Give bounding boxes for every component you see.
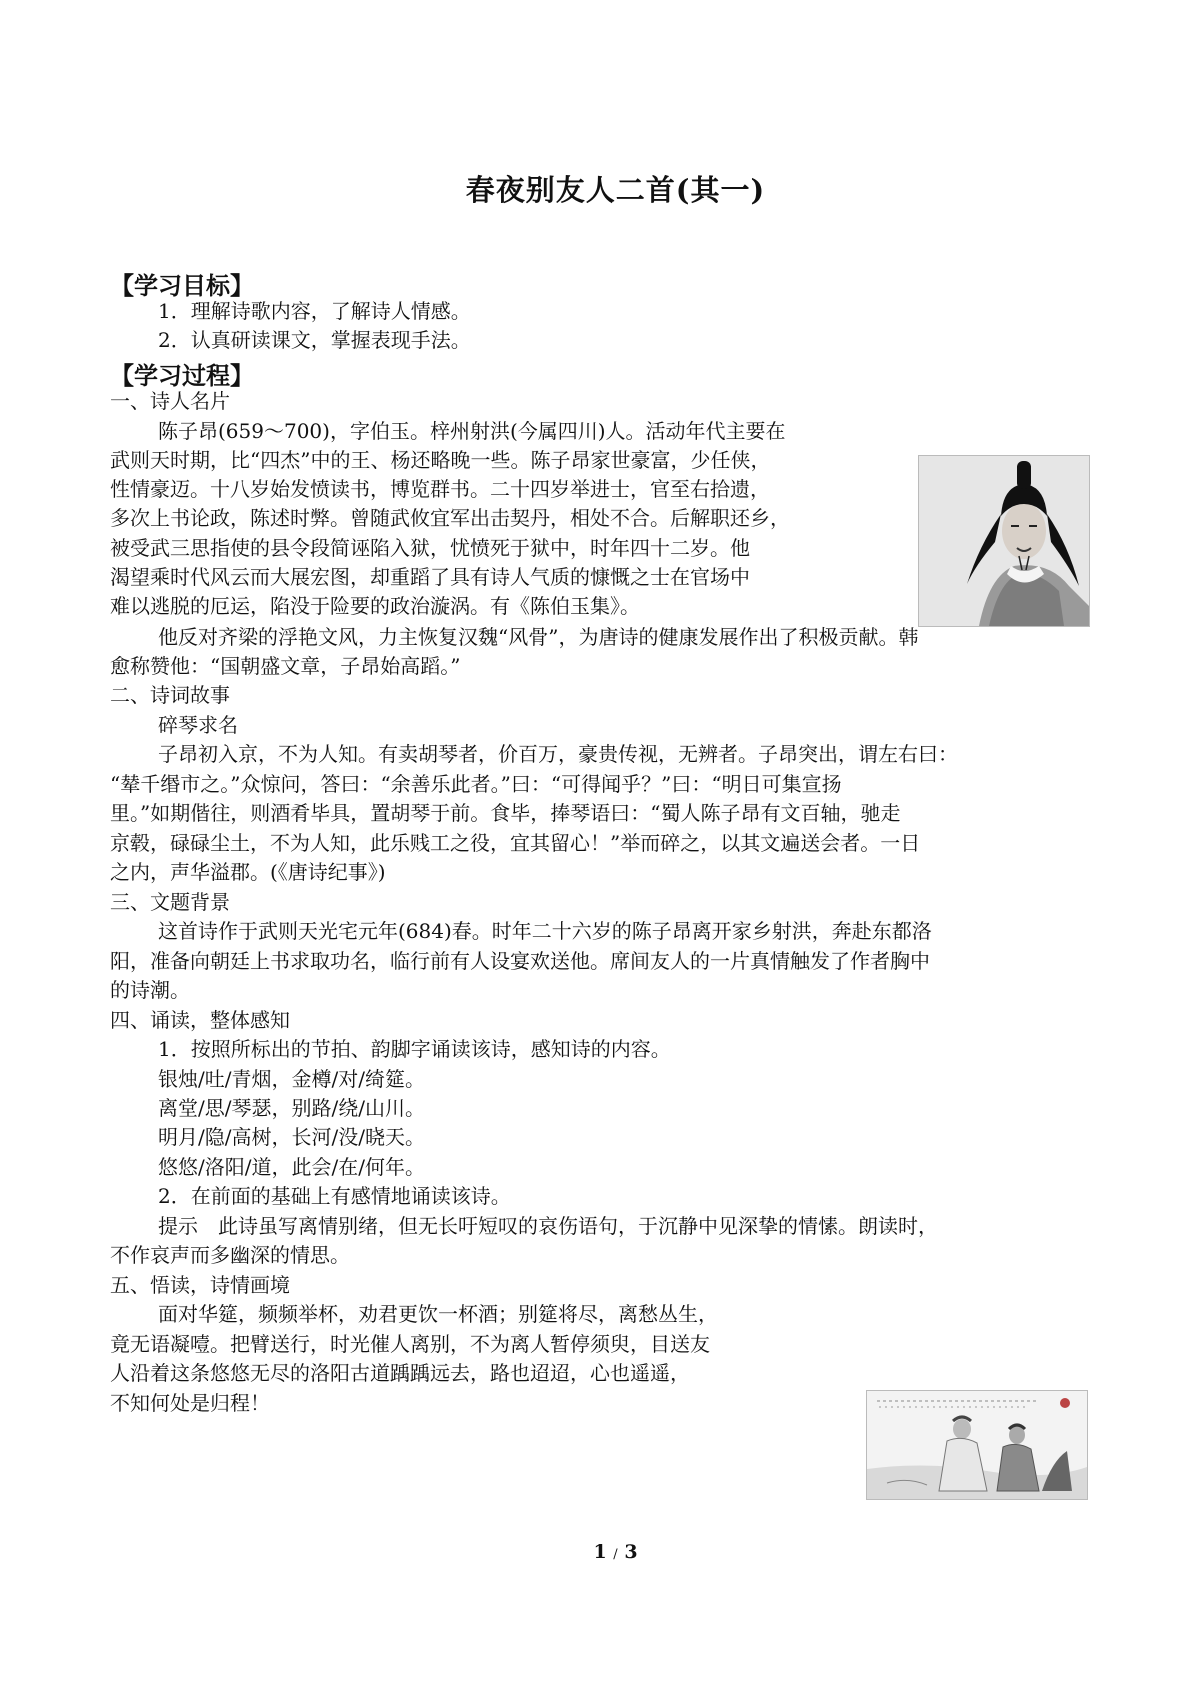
body-line: 子昂初入京，不为人知。有卖胡琴者，价百万，豪贵传视，无辨者。子昂突出，谓左右曰： <box>158 742 958 766</box>
body-line: 之内，声华溢郡。(《唐诗纪事》) <box>110 860 386 884</box>
body-line: 被受武三思指使的县令段简诬陷入狱，忧愤死于狱中，时年四十二岁。他 <box>110 536 750 560</box>
body-line: 性情豪迈。十八岁始发愤读书，博览群书。二十四岁举进士，官至右拾遗， <box>110 477 770 501</box>
body-line: 不作哀声而多幽深的情思。 <box>110 1243 350 1267</box>
body-line: 愈称赞他：“国朝盛文章，子昂始高蹈。” <box>110 654 461 678</box>
body-line: 难以逃脱的厄运，陷没于险要的政治漩涡。有《陈伯玉集》。 <box>110 594 640 618</box>
poem-line: 悠悠/洛阳/道，此会/在/何年。 <box>158 1155 425 1179</box>
body-line: 2．在前面的基础上有感情地诵读该诗。 <box>158 1184 511 1208</box>
objectives-heading: 【学习目标】 <box>110 272 254 300</box>
body-line: 渴望乘时代风云而大展宏图，却重蹈了具有诗人气质的慷慨之士在官场中 <box>110 565 750 589</box>
body-line: 阳，准备向朝廷上书求取功名，临行前有人设宴欢送他。席间友人的一片真情触发了作者胸中 <box>110 949 930 973</box>
body-line: 他反对齐梁的浮艳文风，力主恢复汉魏“风骨”，为唐诗的健康发展作出了积极贡献。韩 <box>158 625 919 649</box>
body-line: 人沿着这条悠悠无尽的洛阳古道踽踽远去，路也迢迢，心也遥遥， <box>110 1361 690 1385</box>
body-line: 这首诗作于武则天光宅元年(684)春。时年二十六岁的陈子昂离开家乡射洪，奔赴东都洛 <box>158 919 932 943</box>
body-line: 面对华筵，频频举杯，劝君更饮一杯酒；别筵将尽，离愁丛生， <box>158 1302 718 1326</box>
poem-line: 明月/隐/高树，长河/没/晓天。 <box>158 1125 425 1149</box>
objective-item: 2．认真研读课文，掌握表现手法。 <box>158 328 471 352</box>
story-title: 碎琴求名 <box>158 713 238 737</box>
painting-drawing <box>867 1391 1087 1499</box>
page-title: 春夜别友人二首(其一) <box>465 173 766 207</box>
body-line: 里。”如期偕往，则酒肴毕具，置胡琴于前。食毕，捧琴语曰：“蜀人陈子昂有文百轴，驰走 <box>110 801 901 825</box>
body-line: 竟无语凝噎。把臂送行，时光催人离别，不为离人暂停须臾，目送友 <box>110 1332 710 1356</box>
body-line: 的诗潮。 <box>110 978 190 1002</box>
body-line: 1．按照所标出的节拍、韵脚字诵读该诗，感知诗的内容。 <box>158 1037 671 1061</box>
section-heading: 一、诗人名片 <box>110 389 230 413</box>
section-heading: 五、悟读，诗情画境 <box>110 1273 290 1297</box>
body-line: 武则天时期，比“四杰”中的王、杨还略晚一些。陈子昂家世豪富，少任侠， <box>110 448 771 472</box>
objective-item: 1．理解诗歌内容，了解诗人情感。 <box>158 299 471 323</box>
total-pages: 3 <box>624 1541 638 1563</box>
page-number <box>0 1541 1191 1563</box>
body-line: 多次上书论政，陈述时弊。曾随武攸宜军出击契丹，相处不合。后解职还乡， <box>110 506 790 530</box>
page-separator: / <box>613 1547 618 1562</box>
body-line: 京毂，碌碌尘土，不为人知，此乐贱工之役，宜其留心！”举而碎之，以其文遍送会者。一日 <box>110 831 921 855</box>
portrait-drawing <box>919 456 1089 626</box>
section-heading: 三、文题背景 <box>110 890 230 914</box>
process-heading: 【学习过程】 <box>110 362 254 390</box>
body-line: 提示 此诗虽写离情别绪，但无长吁短叹的哀伤语句，于沉静中见深挚的情愫。朗读时， <box>158 1214 938 1238</box>
poem-line: 银烛/吐/青烟，金樽/对/绮筵。 <box>158 1067 425 1091</box>
section-heading: 二、诗词故事 <box>110 683 230 707</box>
section-heading: 四、诵读，整体感知 <box>110 1008 290 1032</box>
poet-portrait-image <box>918 455 1090 627</box>
body-line: 不知何处是归程！ <box>110 1391 270 1415</box>
farewell-painting-image <box>866 1390 1088 1500</box>
current-page: 1 <box>593 1541 607 1563</box>
body-line: “辇千缗市之。”众惊问，答曰：“余善乐此者。”曰：“可得闻乎？”曰：“明日可集宣扬 <box>110 772 842 796</box>
poem-line: 离堂/思/琴瑟，别路/绕/山川。 <box>158 1096 425 1120</box>
body-line: 陈子昂(659～700)，字伯玉。梓州射洪(今属四川)人。活动年代主要在 <box>158 419 786 443</box>
